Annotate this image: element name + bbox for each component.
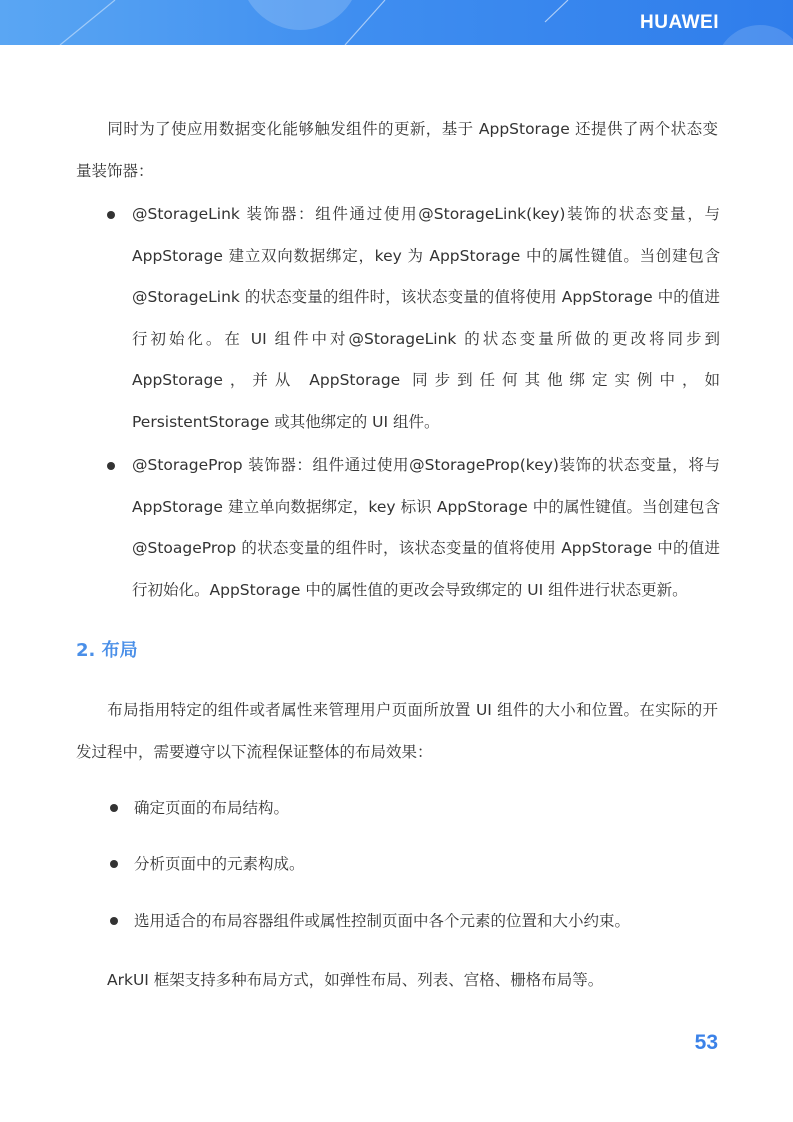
intro-paragraph: 同时为了使应用数据变化能够触发组件的更新，基于 AppStorage 还提供了两个状态变量装饰器： <box>76 120 718 180</box>
bullet-dot <box>107 462 115 470</box>
layout-intro-paragraph: 布局指用特定的组件或者属性来管理用户页面所放置 UI 组件的大小和位置。在实际的开发过程中，需要遵守以下流程保证整体的布局效果： <box>76 701 718 761</box>
bullet-dot <box>110 804 118 812</box>
page-number: 53 <box>694 1031 718 1054</box>
bullet-dot <box>110 860 118 868</box>
bullet-dot <box>110 917 118 925</box>
bullet-dot <box>107 211 115 219</box>
header-banner <box>0 0 793 45</box>
section-heading: 2. 布局 <box>76 640 138 661</box>
closing-paragraph: ArkUI 框架支持多种布局方式，如弹性布局、列表、宫格、栅格布局等。 <box>107 971 604 989</box>
bullet-storagelink: @StorageLink 装饰器：组件通过使用@StorageLink(key)装饰的状态变量，与 AppStorage 建立双向数据绑定，key 为 AppStorage 中的属性键值。当创建包含@StorageLink 的状态变量的组件时，该状态变量的值将使用 AppStorage 中的值进行初始化。在 UI 组件中对@StorageLink 的状态变量所做的更改将同步到 AppStorage，并从 AppStorage 同步到任何其他绑定实例中，如 PersistentStorage 或其他绑定的 UI 组件。 <box>132 205 720 431</box>
brand-logo-text: HUAWEI <box>640 12 719 33</box>
step-item: 分析页面中的元素构成。 <box>134 855 305 873</box>
bullet-storageprop: @StorageProp 装饰器：组件通过使用@StorageProp(key)装饰的状态变量，将与 AppStorage 建立单向数据绑定，key 标识 AppStorage 中的属性键值。当创建包含@StoageProp 的状态变量的组件时，该状态变量的值将使用 AppStorage 中的值进行初始化。AppStorage 中的属性值的更改会导致绑定的 UI 组件进行状态更新。 <box>132 456 720 599</box>
step-item: 确定页面的布局结构。 <box>134 799 290 817</box>
step-item: 选用适合的布局容器组件或属性控制页面中各个元素的位置和大小约束。 <box>134 912 631 930</box>
